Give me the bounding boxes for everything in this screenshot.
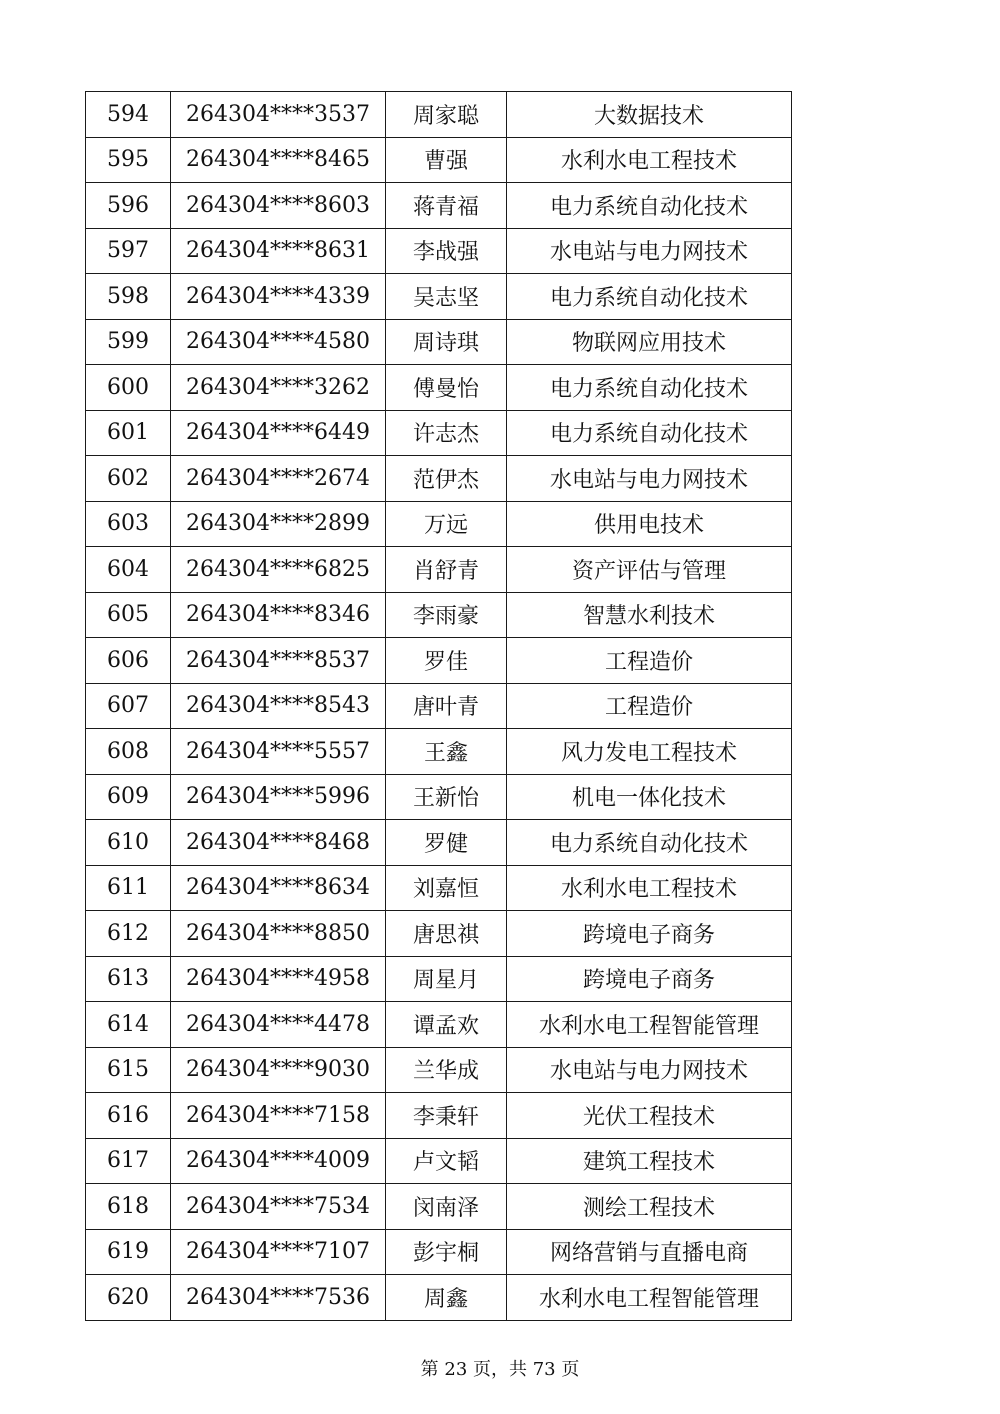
- major-name: 水电站与电力网技术: [507, 1047, 792, 1093]
- table-row: [86, 365, 792, 411]
- major-name: 风力发电工程技术: [507, 729, 792, 775]
- table-row: [86, 956, 792, 1002]
- id-number: 264304****4580: [171, 319, 386, 365]
- table-row: [86, 683, 792, 729]
- major-name: 水电站与电力网技术: [507, 228, 792, 274]
- id-number: 264304****8468: [171, 820, 386, 866]
- id-number: 264304****8603: [171, 183, 386, 229]
- student-name: 王鑫: [386, 729, 507, 775]
- student-name: 蒋青福: [386, 183, 507, 229]
- row-number: 597: [86, 228, 171, 274]
- student-name: 彭宇桐: [386, 1229, 507, 1275]
- student-name: 周星月: [386, 956, 507, 1002]
- major-name: 水利水电工程技术: [507, 137, 792, 183]
- row-number: 609: [86, 774, 171, 820]
- row-number: 594: [86, 92, 171, 138]
- id-number: 264304****4958: [171, 956, 386, 1002]
- major-name: 大数据技术: [507, 92, 792, 138]
- row-number: 595: [86, 137, 171, 183]
- row-number: 617: [86, 1138, 171, 1184]
- student-name: 闵南泽: [386, 1184, 507, 1230]
- student-name: 李雨豪: [386, 592, 507, 638]
- major-name: 电力系统自动化技术: [507, 365, 792, 411]
- student-name: 许志杰: [386, 410, 507, 456]
- table-row: [86, 1002, 792, 1048]
- student-name: 周诗琪: [386, 319, 507, 365]
- major-name: 建筑工程技术: [507, 1138, 792, 1184]
- row-number: 608: [86, 729, 171, 775]
- table-row: [86, 820, 792, 866]
- student-name: 唐思祺: [386, 911, 507, 957]
- id-number: 264304****3262: [171, 365, 386, 411]
- major-name: 电力系统自动化技术: [507, 274, 792, 320]
- id-number: 264304****9030: [171, 1047, 386, 1093]
- table-row: [86, 92, 792, 138]
- student-name: 王新怡: [386, 774, 507, 820]
- table-row: [86, 183, 792, 229]
- id-number: 264304****8537: [171, 638, 386, 684]
- table-row: [86, 137, 792, 183]
- major-name: 供用电技术: [507, 501, 792, 547]
- table-row: [86, 410, 792, 456]
- row-number: 620: [86, 1275, 171, 1321]
- major-name: 工程造价: [507, 683, 792, 729]
- id-number: 264304****7536: [171, 1275, 386, 1321]
- table-row: [86, 319, 792, 365]
- student-name: 曹强: [386, 137, 507, 183]
- id-number: 264304****7107: [171, 1229, 386, 1275]
- row-number: 618: [86, 1184, 171, 1230]
- row-number: 600: [86, 365, 171, 411]
- student-name: 谭孟欢: [386, 1002, 507, 1048]
- table-row: [86, 911, 792, 957]
- student-name: 范伊杰: [386, 456, 507, 502]
- major-name: 机电一体化技术: [507, 774, 792, 820]
- id-number: 264304****4478: [171, 1002, 386, 1048]
- row-number: 603: [86, 501, 171, 547]
- row-number: 601: [86, 410, 171, 456]
- id-number: 264304****8465: [171, 137, 386, 183]
- table-row: [86, 1138, 792, 1184]
- major-name: 水电站与电力网技术: [507, 456, 792, 502]
- table-row: [86, 1047, 792, 1093]
- row-number: 619: [86, 1229, 171, 1275]
- student-name: 吴志坚: [386, 274, 507, 320]
- major-name: 物联网应用技术: [507, 319, 792, 365]
- table-row: [86, 456, 792, 502]
- row-number: 602: [86, 456, 171, 502]
- id-number: 264304****8634: [171, 865, 386, 911]
- row-number: 599: [86, 319, 171, 365]
- row-number: 598: [86, 274, 171, 320]
- row-number: 596: [86, 183, 171, 229]
- major-name: 跨境电子商务: [507, 956, 792, 1002]
- student-name: 卢文韬: [386, 1138, 507, 1184]
- major-name: 电力系统自动化技术: [507, 183, 792, 229]
- table-row: [86, 1275, 792, 1321]
- id-number: 264304****8543: [171, 683, 386, 729]
- roster-table: [85, 91, 792, 1321]
- student-name: 罗佳: [386, 638, 507, 684]
- table-row: [86, 592, 792, 638]
- row-number: 615: [86, 1047, 171, 1093]
- student-name: 罗健: [386, 820, 507, 866]
- row-number: 613: [86, 956, 171, 1002]
- row-number: 610: [86, 820, 171, 866]
- major-name: 电力系统自动化技术: [507, 410, 792, 456]
- id-number: 264304****7158: [171, 1093, 386, 1139]
- table-row: [86, 1093, 792, 1139]
- student-name: 兰华成: [386, 1047, 507, 1093]
- table-row: [86, 1229, 792, 1275]
- row-number: 604: [86, 547, 171, 593]
- roster-body: [86, 92, 792, 1321]
- table-row: [86, 547, 792, 593]
- row-number: 605: [86, 592, 171, 638]
- row-number: 612: [86, 911, 171, 957]
- major-name: 智慧水利技术: [507, 592, 792, 638]
- table-row: [86, 274, 792, 320]
- major-name: 工程造价: [507, 638, 792, 684]
- major-name: 测绘工程技术: [507, 1184, 792, 1230]
- major-name: 网络营销与直播电商: [507, 1229, 792, 1275]
- id-number: 264304****2674: [171, 456, 386, 502]
- page-footer: 第 23 页，共 73 页: [420, 1359, 580, 1380]
- table-row: [86, 228, 792, 274]
- table-row: [86, 501, 792, 547]
- id-number: 264304****8346: [171, 592, 386, 638]
- id-number: 264304****4339: [171, 274, 386, 320]
- id-number: 264304****6825: [171, 547, 386, 593]
- student-name: 万远: [386, 501, 507, 547]
- student-name: 李战强: [386, 228, 507, 274]
- id-number: 264304****2899: [171, 501, 386, 547]
- id-number: 264304****3537: [171, 92, 386, 138]
- table-row: [86, 865, 792, 911]
- id-number: 264304****8850: [171, 911, 386, 957]
- major-name: 光伏工程技术: [507, 1093, 792, 1139]
- table-row: [86, 1184, 792, 1230]
- id-number: 264304****7534: [171, 1184, 386, 1230]
- id-number: 264304****4009: [171, 1138, 386, 1184]
- major-name: 电力系统自动化技术: [507, 820, 792, 866]
- major-name: 跨境电子商务: [507, 911, 792, 957]
- table-row: [86, 774, 792, 820]
- student-name: 傅曼怡: [386, 365, 507, 411]
- student-name: 周鑫: [386, 1275, 507, 1321]
- student-name: 肖舒青: [386, 547, 507, 593]
- student-name: 刘嘉恒: [386, 865, 507, 911]
- row-number: 614: [86, 1002, 171, 1048]
- row-number: 611: [86, 865, 171, 911]
- major-name: 水利水电工程智能管理: [507, 1002, 792, 1048]
- major-name: 水利水电工程智能管理: [507, 1275, 792, 1321]
- row-number: 606: [86, 638, 171, 684]
- major-name: 水利水电工程技术: [507, 865, 792, 911]
- id-number: 264304****8631: [171, 228, 386, 274]
- student-name: 唐叶青: [386, 683, 507, 729]
- id-number: 264304****6449: [171, 410, 386, 456]
- id-number: 264304****5996: [171, 774, 386, 820]
- id-number: 264304****5557: [171, 729, 386, 775]
- row-number: 607: [86, 683, 171, 729]
- table-row: [86, 638, 792, 684]
- row-number: 616: [86, 1093, 171, 1139]
- table-row: [86, 729, 792, 775]
- student-name: 李秉轩: [386, 1093, 507, 1139]
- major-name: 资产评估与管理: [507, 547, 792, 593]
- student-name: 周家聪: [386, 92, 507, 138]
